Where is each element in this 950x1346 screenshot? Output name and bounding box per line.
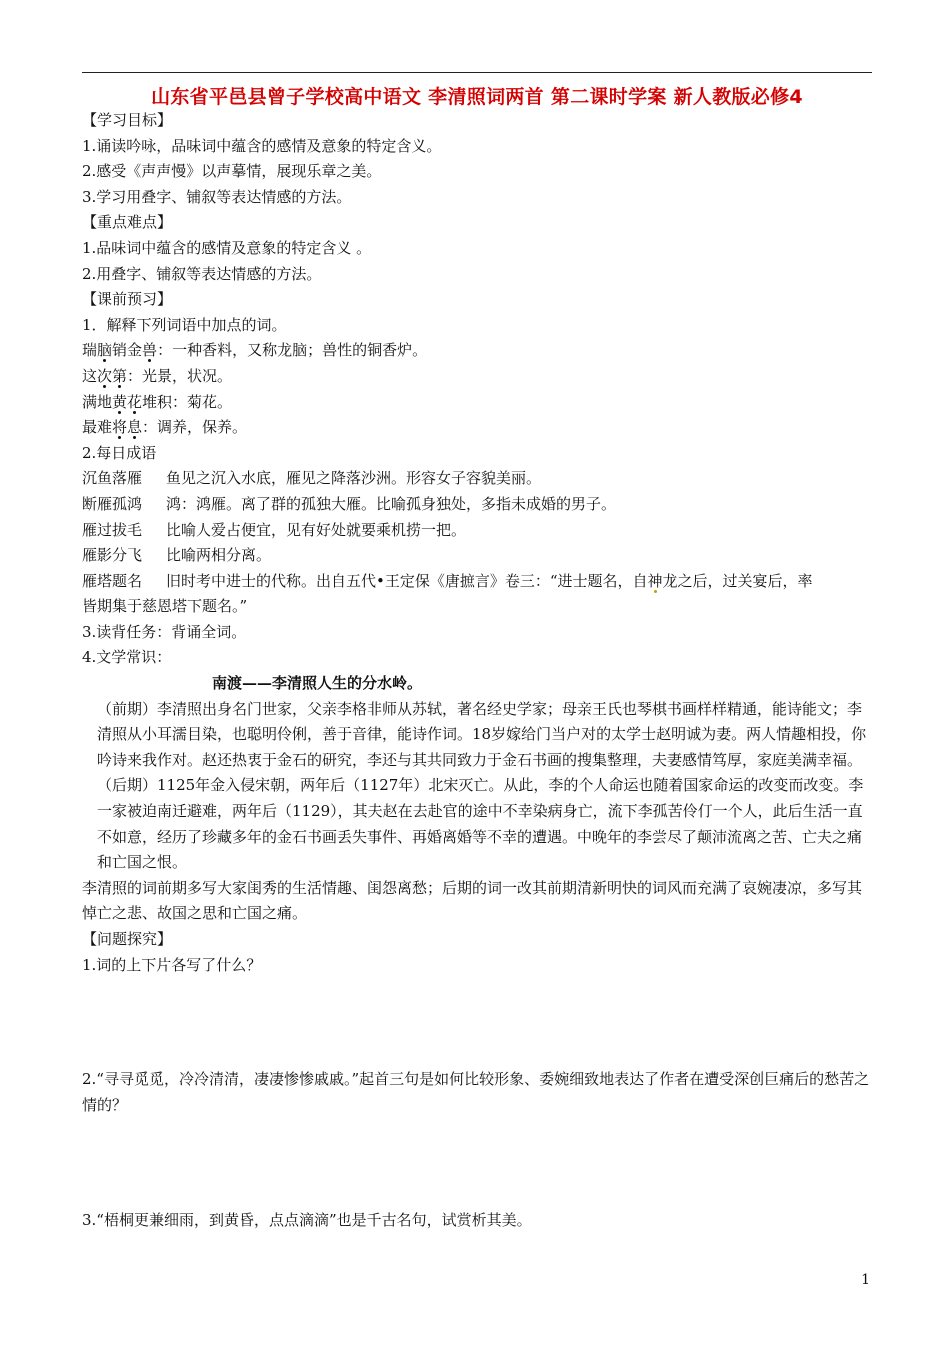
document-body xyxy=(82,108,872,1234)
question-3: 3.“梧桐更兼细雨，到黄昏，点点滴滴”也是千古名句，试赏析其美。 xyxy=(82,1211,532,1230)
lit-paragraph-style: 李清照的词前期多写大家闺秀的生活情趣、闺怨离愁；后期的词一改其前期清新明快的词风而充满了哀婉凄凉，多写其悼亡之悲、故国之思和亡国之痛。 xyxy=(82,878,863,923)
lit-subtitle: 南渡——李清照人生的分水岭。 xyxy=(212,674,423,693)
key-item: 2.用叠字、铺叙等表达情感的方法。 xyxy=(82,264,322,283)
top-rule xyxy=(82,72,872,73)
answer-space xyxy=(82,978,872,1067)
key-item: 1.品味词中蕴含的感情及意象的特定含义 。 xyxy=(82,238,372,257)
vocab-item: 满地黄花堆积：菊花。 xyxy=(82,392,233,411)
idiom-heading: 2.每日成语 xyxy=(82,443,157,462)
goal-item: 1.诵读吟咏，品味词中蕴含的感情及意象的特定含义。 xyxy=(82,136,442,155)
page-number: 1 xyxy=(861,1272,870,1288)
question-2: 2.“寻寻觅觅，冷冷清清，凄凄惨惨戚戚。”起首三句是如何比较形象、委婉细致地表达了作者在遭受深创巨痛后的愁苦之情的？ xyxy=(82,1070,870,1114)
key-heading: 【重点难点】 xyxy=(82,213,173,232)
preview-heading: 【课前预习】 xyxy=(82,290,173,309)
goal-item: 2.感受《声声慢》以声摹情，展现乐章之美。 xyxy=(82,162,382,181)
idiom-item-cont: 皆期集于慈恩塔下题名。” xyxy=(82,597,248,616)
vocab-item: 瑞脑销金兽：一种香料，又称龙脑；兽性的铜香炉。 xyxy=(82,341,428,360)
question-1: 1.词的上下片各写了什么？ xyxy=(82,955,262,974)
lit-paragraph-late: （后期）1125年金入侵宋朝，两年后（1127年）北宋灭亡。从此，李的个人命运也随着国家命运的改变而改变。李一家被迫南迁避难，两年后（1129），其夫赵在去赴官的途中不幸染病身亡，流下李孤苦伶仃一个人，此后生活一直不如意，经历了珍藏多年的金石书画丢失事件、再婚离婚等不幸的遭遇。中晚年的李尝尽了颠沛流离之苦、亡夫之痛和亡国之恨。 xyxy=(97,776,864,872)
vocab-item: 最难将息：调养，保养。 xyxy=(82,418,248,437)
vocab-item: 这次第：光景，状况。 xyxy=(82,366,233,385)
goals-heading: 【学习目标】 xyxy=(82,111,173,129)
lit-paragraph-early: （前期）李清照出身名门世家，父亲李格非师从苏轼，著名经史学家；母亲王氏也琴棋书画样样精通，能诗能文；李清照从小耳濡目染，也聪明伶俐，善于音律，能诗作词。18岁嫁给门当户对的太学士赵明诚为妻。两人情趣相投，你吟诗来我作对。赵还热衷于金石的研究，李还与其共同致力于金石书画的搜集整理，夫妻感情笃厚，家庭美满幸福。 xyxy=(97,699,867,769)
page-title: 山东省平邑县曾子学校高中语文 李清照词两首 第二课时学案 新人教版必修4 xyxy=(151,86,803,108)
explore-heading: 【问题探究】 xyxy=(82,930,173,948)
answer-space xyxy=(82,1118,872,1208)
lit-heading: 4.文学常识： xyxy=(82,648,172,667)
goal-item: 3.学习用叠字、铺叙等表达情感的方法。 xyxy=(82,187,352,206)
idiom-item: 雁塔题名 旧时考中进士的代称。出自五代•王定保《唐摭言》卷三：“进士题名，自神龙之后，过关宴后，率 xyxy=(82,571,813,590)
recite-task: 3.读背任务：背诵全词。 xyxy=(82,622,247,641)
preview-intro: 1．解释下列词语中加点的词。 xyxy=(82,315,287,334)
idiom-item: 断雁孤鸿 鸿：鸿雁。离了群的孤独大雁。比喻孤身独处，多指未成婚的男子。 xyxy=(82,494,617,513)
idiom-item: 沉鱼落雁 鱼见之沉入水底，雁见之降落沙洲。形容女子容貌美丽。 xyxy=(82,469,542,488)
idiom-item: 雁过拔毛 比喻人爱占便宜，见有好处就要乘机捞一把。 xyxy=(82,520,467,539)
idiom-item: 雁影分飞 比喻两相分离。 xyxy=(82,546,272,565)
